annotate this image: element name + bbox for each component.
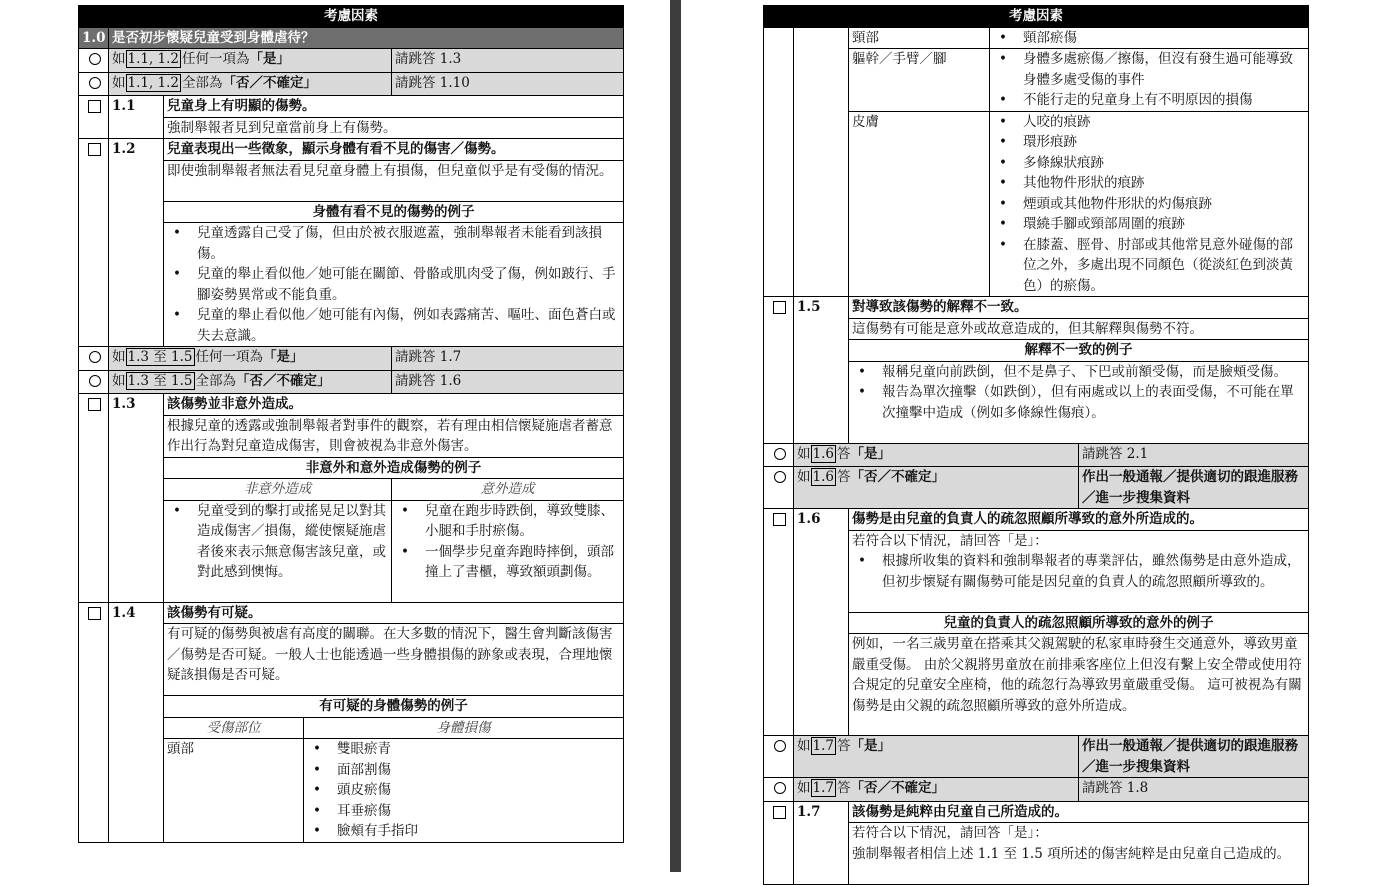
list-item: • 兒童透露自己受了傷，但由於被衣服遮蓋，強制舉報者未能看到該損傷。 — [197, 223, 620, 264]
left-page-table — [78, 5, 624, 843]
list-item: • 人咬的痕跡 — [1023, 112, 1305, 133]
list-item: • 身體多處瘀傷／擦傷，但沒有發生過可能導致身體多處受傷的事件 — [1023, 49, 1305, 90]
question-number: 1.4 — [109, 602, 164, 842]
example-list — [852, 362, 1305, 424]
section-title: 是否初步懷疑兒童受到身體虐待？ — [109, 27, 624, 49]
column-header-non-accidental: 非意外造成 — [164, 479, 392, 501]
injury-list — [993, 112, 1305, 297]
route-row: 如 1.1, 1.2 全部為「否／不確定」 請跳答 1.10 — [79, 72, 624, 96]
route-action: 請跳答 2.1 — [1079, 443, 1309, 467]
question-title: 兒童表現出一些徵象，顯示身體有看不見的傷害／傷勢。 — [164, 139, 624, 161]
question-desc: 強制舉報者見到兒童當前身上有傷勢。 — [164, 117, 624, 139]
question-title: 對導致該傷勢的解釋不一致。 — [849, 297, 1309, 319]
checkbox[interactable] — [88, 100, 101, 113]
column-header-injury: 身體損傷 — [304, 717, 624, 739]
question-desc: 有可疑的傷勢與被虐有高度的關聯。在大多數的情況下，醫生會判斷該傷害／傷勢是否可疑。一般人士也能透過一些身體損傷的跡象或表現，合理地懷疑該損傷是否可疑。 — [164, 624, 624, 696]
example-title: 身體有看不見的傷勢的例子 — [164, 201, 624, 223]
example-text: 例如，一名三歲男童在搭乘其父親駕駛的私家車時發生交通意外，導致男童嚴重受傷。 由於父親將男童放在前排乘客座位上但沒有繫上安全帶或使用符合規定的兒童安全座椅，他的疏忽行為導致男童嚴重受傷。 這可被視為有關傷勢是由父親的疏忽照顧所導致的意外所造成。 — [849, 634, 1309, 736]
question-number: 1.2 — [109, 139, 164, 347]
question-desc-detail: 強制舉報者相信上述 1.1 至 1.5 項所述的傷害純粹是由兒童自己造成的。 — [849, 844, 1309, 885]
question-desc: 這傷勢有可能是意外或故意造成的，但其解釋與傷勢不符。 — [849, 318, 1309, 340]
column-header-body-part: 受傷部位 — [164, 717, 304, 739]
list-item: • 兒童受到的擊打或搖晃足以對其造成傷害／損傷，縱使懷疑施虐者後來表示無意傷害該兒童，或對此感到懊悔。 — [197, 501, 388, 583]
checkbox[interactable] — [773, 301, 786, 314]
question-number: 1.6 — [794, 509, 849, 736]
list-item: • 多條線狀痕跡 — [1023, 153, 1305, 174]
list-item: • 不能行走的兒童身上有不明原因的損傷 — [1023, 90, 1305, 111]
criteria-list — [852, 551, 1305, 592]
radio-button[interactable] — [774, 448, 786, 460]
question-title: 兒童身上有明顯的傷勢。 — [164, 96, 624, 118]
section-number: 1.0 — [79, 27, 109, 49]
page-divider — [670, 0, 681, 872]
injury-list — [993, 49, 1305, 111]
route-action: 作出一般通報／提供適切的跟進服務／進一步搜集資料 — [1079, 467, 1309, 509]
body-part-skin: 皮膚 — [849, 111, 990, 297]
question-desc: 根據兒童的透露或強制舉報者對事件的觀察，若有理由相信懷疑施虐者蓄意作出行為對兒童造成傷害，則會被視為非意外傷害。 — [164, 415, 624, 457]
list-item: • 兒童在跑步時跌倒，導致雙膝、小腿和手肘瘀傷。 — [425, 501, 620, 542]
list-item: • 報稱兒童向前跌倒，但不是鼻子、下巴或前額受傷，而是臉頰受傷。 — [882, 362, 1305, 383]
question-number: 1.7 — [794, 801, 849, 885]
route-row: 如 1.3 至 1.5 全部為「否／不確定」 請跳答 1.6 — [79, 370, 624, 394]
example-title: 兒童的負責人的疏忽照顧所導致的意外的例子 — [849, 612, 1309, 634]
route-action: 作出一般通報／提供適切的跟進服務／進一步搜集資料 — [1079, 736, 1309, 778]
checkbox[interactable] — [88, 607, 101, 620]
question-desc: 若符合以下情況，請回答「是」： — [849, 530, 1309, 551]
question-desc: 即使強制舉報者無法看見兒童身體上有損傷，但兒童似乎是有受傷的情況。 — [164, 160, 624, 201]
checkbox[interactable] — [773, 513, 786, 526]
question-desc: 若符合以下情況，請回答「是」： — [849, 823, 1309, 844]
radio-button[interactable] — [774, 471, 786, 483]
non-accidental-list — [167, 501, 388, 583]
table-header: 考慮因素 — [79, 6, 624, 28]
list-item: • 頭皮瘀傷 — [337, 780, 620, 801]
list-item: • 耳垂瘀傷 — [337, 801, 620, 822]
table-header: 考慮因素 — [764, 6, 1309, 28]
radio-button[interactable] — [89, 53, 101, 65]
route-action: 請跳答 1.10 — [392, 72, 624, 96]
checkbox[interactable] — [88, 398, 101, 411]
accidental-list — [395, 501, 620, 583]
list-item: • 其他物件形狀的痕跡 — [1023, 173, 1305, 194]
list-item: • 在膝蓋、脛骨、肘部或其他常見意外碰傷的部位之外，多處出現不同顏色（從淡紅色到淡黃色）的瘀傷。 — [1023, 235, 1305, 297]
question-number: 1.3 — [109, 394, 164, 603]
list-item: • 兒童的舉止看似他／她可能有內傷，例如表露痛苦、嘔吐、面色蒼白或失去意識。 — [197, 305, 620, 346]
body-part-torso: 軀幹／手臂／腳 — [849, 49, 990, 112]
right-page-table — [763, 5, 1309, 885]
list-item: • 雙眼瘀青 — [337, 739, 620, 760]
list-item: • 環形痕跡 — [1023, 132, 1305, 153]
route-action: 請跳答 1.6 — [392, 370, 624, 394]
route-action: 請跳答 1.7 — [392, 347, 624, 371]
route-row: 如 1.7 答「否／不確定」 請跳答 1.8 — [764, 778, 1309, 802]
question-number: 1.5 — [794, 297, 849, 444]
example-title: 解釋不一致的例子 — [849, 340, 1309, 362]
route-action: 請跳答 1.3 — [392, 49, 624, 73]
route-row: 如 1.6 答「否／不確定」 作出一般通報／提供適切的跟進服務／進一步搜集資料 — [764, 467, 1309, 509]
route-row: 如 1.7 答「是」 作出一般通報／提供適切的跟進服務／進一步搜集資料 — [764, 736, 1309, 778]
body-part-neck: 頸部 — [849, 27, 990, 49]
list-item: • 根據所收集的資料和強制舉報者的專業評估，雖然傷勢是由意外造成，但初步懷疑有關傷勢可能是因兒童的負責人的疏忽照顧所導致的。 — [882, 551, 1305, 592]
radio-button[interactable] — [89, 375, 101, 387]
question-title: 該傷勢是純粹由兒童自己所造成的。 — [849, 801, 1309, 823]
example-title: 非意外和意外造成傷勢的例子 — [164, 457, 624, 479]
question-number: 1.1 — [109, 96, 164, 139]
checkbox[interactable] — [773, 806, 786, 819]
list-item: • 煙頭或其他物件形狀的灼傷痕跡 — [1023, 194, 1305, 215]
list-item: • 臉頰有手指印 — [337, 821, 620, 842]
route-row: 如 1.3 至 1.5 任何一項為「是」 請跳答 1.7 — [79, 347, 624, 371]
route-row: 如 1.6 答「是」 請跳答 2.1 — [764, 443, 1309, 467]
radio-button[interactable] — [774, 782, 786, 794]
list-item: • 兒童的舉止看似他／她可能在關節、骨骼或肌肉受了傷，例如跛行、手腳姿勢異常或不能負重。 — [197, 264, 620, 305]
radio-button[interactable] — [774, 740, 786, 752]
injury-list — [307, 739, 620, 842]
list-item: • 環繞手腳或頸部周圍的痕跡 — [1023, 214, 1305, 235]
radio-button[interactable] — [89, 77, 101, 89]
list-item: • 頸部瘀傷 — [1023, 28, 1305, 49]
route-action: 請跳答 1.8 — [1079, 778, 1309, 802]
route-row: 如 1.1, 1.2 任何一項為「是」 請跳答 1.3 — [79, 49, 624, 73]
question-title: 該傷勢有可疑。 — [164, 602, 624, 624]
example-title: 有可疑的身體傷勢的例子 — [164, 696, 624, 718]
example-list — [167, 223, 620, 346]
column-header-accidental: 意外造成 — [392, 479, 624, 501]
checkbox[interactable] — [88, 143, 101, 156]
body-part-head: 頭部 — [164, 739, 304, 843]
question-title: 傷勢是由兒童的負責人的疏忽照顧所導致的意外所造成的。 — [849, 509, 1309, 531]
radio-button[interactable] — [89, 351, 101, 363]
list-item: • 一個學步兒童奔跑時摔倒，頭部撞上了書櫃，導致額頭劃傷。 — [425, 542, 620, 583]
list-item: • 報告為單次撞擊（如跌倒），但有兩處或以上的表面受傷，不可能在單次撞擊中造成（例如多條線性傷痕）。 — [882, 382, 1305, 423]
list-item: • 面部割傷 — [337, 760, 620, 781]
question-title: 該傷勢並非意外造成。 — [164, 394, 624, 416]
